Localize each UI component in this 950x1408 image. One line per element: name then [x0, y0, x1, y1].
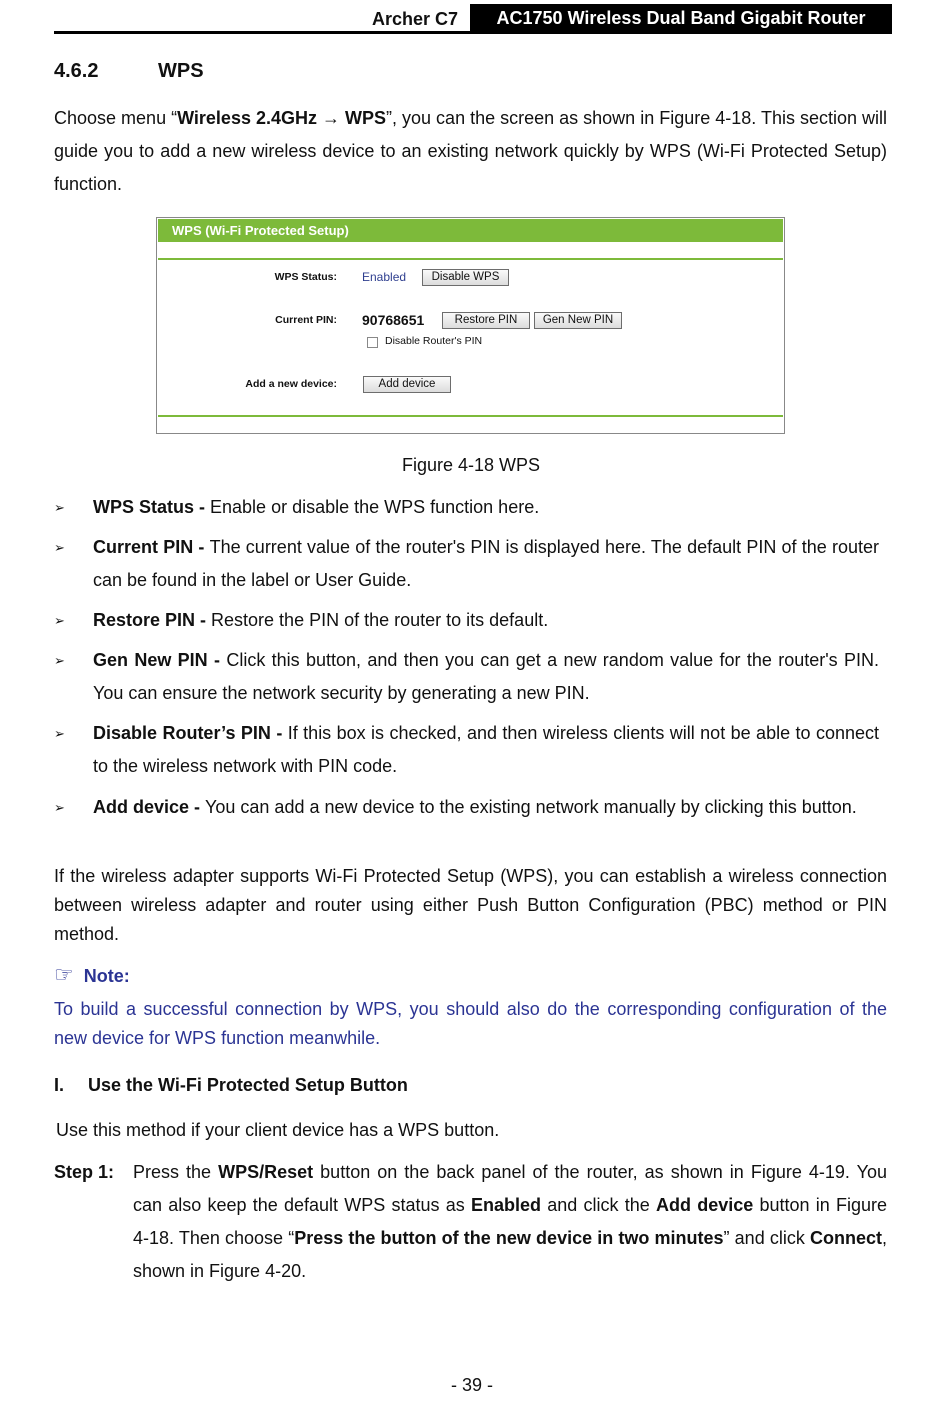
- wps-screenshot-figure: [156, 217, 785, 434]
- bullet-text: Restore the PIN of the router to its default.: [211, 610, 549, 630]
- bullet-arrow-icon: ➢: [54, 613, 65, 628]
- page-number: - 39 -: [450, 1375, 493, 1395]
- bullet-term: WPS Status -: [93, 497, 211, 517]
- pointing-hand-icon: ☞: [54, 962, 74, 987]
- bullet-arrow-icon: ➢: [54, 726, 65, 741]
- menu-wps: WPS: [345, 108, 387, 128]
- step-label: Step 1:: [54, 1162, 115, 1182]
- arrow-icon: →: [317, 108, 346, 128]
- intro-paragraph: [54, 102, 887, 201]
- step-1: [54, 1156, 887, 1288]
- section-title: WPS: [158, 60, 204, 82]
- step-text: button on the back panel of the router, as shown in Figure 4-19. You can also keep the default WPS status as: [133, 1162, 887, 1215]
- step-text: and click the: [541, 1195, 656, 1215]
- bullet-item: [54, 491, 879, 524]
- current-pin-value: 90768651: [362, 312, 425, 328]
- section-heading: [54, 60, 204, 83]
- bullet-item: [54, 604, 879, 637]
- bullet-arrow-icon: ➢: [54, 653, 65, 668]
- subsection-title: Use the Wi-Fi Protected Setup Button: [88, 1075, 408, 1095]
- step-text: ” and click: [723, 1228, 810, 1248]
- header-model: Archer C7: [371, 9, 458, 29]
- adapter-paragraph: If the wireless adapter supports Wi-Fi Protected Setup (WPS), you can establish a wireless connection between wireless adapter and router using either Push Button Configuration (PBC) method or PIN method.: [54, 866, 887, 944]
- figure-divider-bottom: [158, 415, 783, 417]
- step-text: Press the: [133, 1162, 219, 1182]
- add-device-button[interactable]: Add device: [363, 376, 451, 393]
- bullet-item: [54, 531, 879, 597]
- step-term-press-button: Press the button of the new device in two minutes: [294, 1228, 724, 1248]
- bullet-term: Restore PIN -: [93, 610, 212, 630]
- bullet-arrow-icon: ➢: [54, 500, 65, 515]
- bullet-text: Enable or disable the WPS function here.: [210, 497, 540, 517]
- bullet-text: The current value of the router's PIN is displayed here. The default PIN of the router can be found in the label or User Guide.: [93, 537, 879, 590]
- wps-status-label: WPS Status:: [274, 271, 337, 283]
- figure-title-bar: WPS (Wi-Fi Protected Setup): [158, 219, 783, 242]
- bullet-term: Add device -: [93, 797, 206, 817]
- intro-text-1: Choose menu “: [54, 108, 178, 128]
- disable-wps-button[interactable]: Disable WPS: [422, 269, 509, 286]
- page-header: [54, 4, 892, 34]
- current-pin-label: Current PIN:: [275, 314, 337, 326]
- step-term-enabled: Enabled: [471, 1195, 542, 1215]
- bullet-text: Click this button, and then you can get a new random value for the router's PIN. You can ensure the network security by generating a new PIN.: [93, 650, 879, 703]
- add-device-label: Add a new device:: [245, 378, 337, 390]
- header-title: AC1750 Wireless Dual Band Gigabit Router: [470, 4, 892, 31]
- bullet-term: Disable Router’s PIN -: [93, 723, 288, 743]
- bullet-item: [54, 644, 879, 710]
- figure-divider-top: [158, 258, 783, 260]
- step-text: button in Figure 4-18. Then choose “: [133, 1195, 888, 1248]
- intro-text-2: ”, you can the screen as shown in Figure 4-18. This section will guide you to add a new wireless device to an existing network quickly by WPS (Wi-Fi Protected Setup) function.: [54, 108, 887, 194]
- note-heading: [54, 962, 130, 988]
- bullet-item: [54, 717, 879, 783]
- wps-status-value: Enabled: [362, 270, 407, 284]
- bullet-item: [54, 791, 879, 824]
- step-term-add-device: Add device: [655, 1195, 754, 1215]
- method-paragraph: Use this method if your client device has a WPS button.: [56, 1120, 500, 1140]
- step-term-wps-reset: WPS/Reset: [218, 1162, 314, 1182]
- note-text: To build a successful connection by WPS, you should also do the corresponding configuration of the new device for WPS function meanwhile.: [54, 999, 887, 1048]
- bullet-term: Gen New PIN -: [93, 650, 227, 670]
- restore-pin-button[interactable]: Restore PIN: [442, 312, 530, 329]
- note-heading-label: Note:: [83, 966, 130, 986]
- disable-pin-checkbox[interactable]: [367, 337, 378, 348]
- disable-pin-checkbox-label: Disable Router's PIN: [385, 335, 483, 347]
- gen-new-pin-button[interactable]: Gen New PIN: [534, 312, 622, 329]
- subsection-number: I.: [54, 1075, 65, 1095]
- bullet-arrow-icon: ➢: [54, 540, 65, 555]
- section-number: 4.6.2: [54, 60, 99, 82]
- bullet-text: If this box is checked, and then wireless clients will not be able to connect to the wireless network with PIN code.: [93, 723, 879, 776]
- bullet-term: Current PIN -: [93, 537, 210, 557]
- bullet-arrow-icon: ➢: [54, 800, 65, 815]
- subsection-heading: [54, 1075, 408, 1096]
- step-term-connect: Connect: [809, 1228, 882, 1248]
- step-text: , shown in Figure 4-20.: [133, 1228, 887, 1281]
- bullet-text: You can add a new device to the existing network manually by clicking this button.: [205, 797, 857, 817]
- menu-wireless: Wireless 2.4GHz: [177, 108, 317, 128]
- figure-caption: Figure 4-18 WPS: [401, 455, 541, 475]
